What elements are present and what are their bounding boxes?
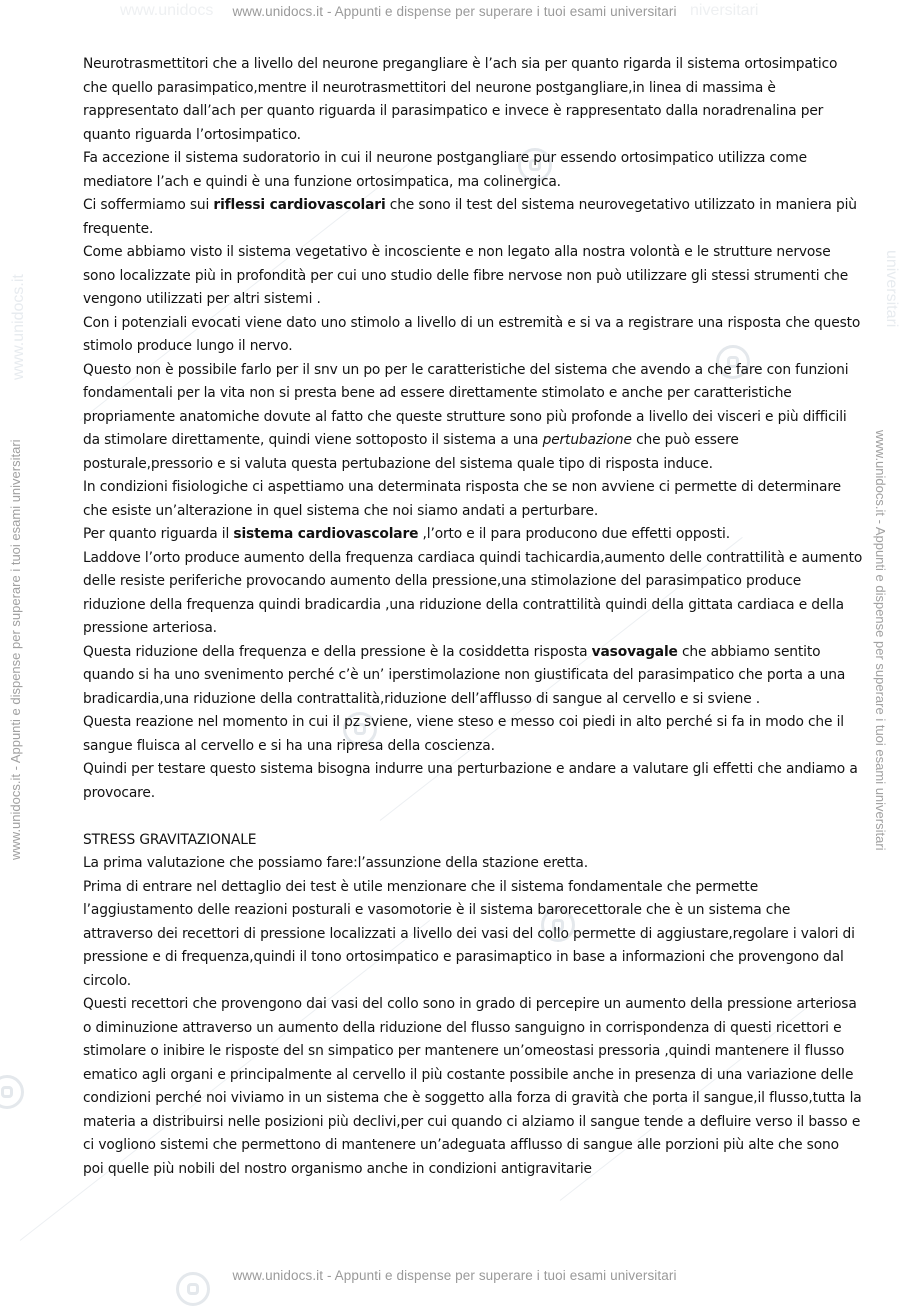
paragraph: Come abbiamo visto il sistema vegetativo è incosciente e non legato alla nostra volontà e le strutture nervose sono localizzate più in profondità per cui uno studio delle fibre nervose non può utilizzare gli stessi strumenti che vengono utilizzati per altri sistemi . bbox=[83, 244, 849, 307]
watermark-ghost-text: www.unidocs bbox=[120, 2, 214, 19]
paragraph: Questa reazione nel momento in cui il pz sviene, viene steso e messo coi piedi in alto perché si fa in modo che il sangue fluisca al cervello e si ha una ripresa della coscienza. bbox=[83, 714, 844, 754]
paragraph-text: Ci soffermiamo sui bbox=[83, 197, 214, 213]
document-body bbox=[83, 53, 863, 1181]
paragraph: In condizioni fisiologiche ci aspettiamo una determinata risposta che se non avviene ci permette di determinare che esiste un’alterazione in quel sistema che noi siamo andati a perturbare. bbox=[83, 479, 841, 519]
paragraph: La prima valutazione che possiamo fare:l’assunzione della stazione eretta. bbox=[83, 855, 588, 871]
paragraph: Prima di entrare nel dettaglio dei test è utile menzionare che il sistema fondamentale che permette l’aggiustamento delle reazioni posturali e vasomotorie è il sistema barorecettorale che è un sistema che attraverso dei recettori di pressione localizzati a livello dei vasi del collo permette di aggiustare,regolare i valori di pressione e di frequenza,quindi il tono ortosimpatico e parasimaptico in base a informazioni che provengono dal circolo. bbox=[83, 878, 855, 989]
paragraph: Questi recettori che provengono dai vasi del collo sono in grado di percepire un aumento della pressione arteriosa o diminuzione attraverso un aumento della riduzione del flusso sanguigno in corrispondenza di questi ricettori e stimolare o inibire le risposte del sn simpatico per mantenere un’omeostasi pressoria ,quindi mantenere il flusso ematico agli organi e principalmente al cervello il più costante possibile anche in presenza di una variazione delle condizioni perché noi viviamo in un sistema che è soggetto alla forza di gravità che porta il sangue,il flusso,tutta la materia a distribuirsi nelle posizioni più declivi,per cui quando ci alziamo il sangue tende a defluire verso il basso e ci vogliono sistemi che permettono di mantenere un’adeguata afflusso di sangue alle porzioni più alte che sono poi quelle più nobili del nostro organismo anche in condizioni antigravitarie bbox=[83, 996, 862, 1177]
watermark-side-left: www.unidocs.it - Appunti e dispense per superare i tuoi esami universitari bbox=[8, 439, 23, 860]
bold-term: vasovagale bbox=[591, 643, 678, 660]
paragraph: Neurotrasmettitori che a livello del neurone pregangliare è l’ach sia per quanto rigarda il sistema ortosimpatico che quello parasimpatico,mentre il neurotrasmettitori del neurone postgangliare,in linea di massima è rappresentato dall’ach per quanto riguarda il parasimpatico e invece è rappresentato dalla noradrenalina per quanto riguarda l’ortosimpatico. bbox=[83, 56, 838, 143]
paragraph bbox=[83, 359, 863, 477]
paragraph-text: Per quanto riguarda il bbox=[83, 526, 234, 542]
paragraph: Con i potenziali evocati viene dato uno stimolo a livello di un estremità e si va a registrare una risposta che questo stimolo produce lungo il nervo. bbox=[83, 314, 861, 354]
paragraph-text: che abbiamo sentito quando si ha uno svenimento perché c’è un’ iperstimolazione non giustificata del parasimpatico che porta a una bradicardia,una riduzione della contrattalità,riduzione dell’afflusso di sangue al cervello e si sviene . bbox=[83, 643, 846, 707]
paragraph-spacer bbox=[83, 805, 863, 829]
italic-term: pertubazione bbox=[542, 432, 632, 448]
paragraph-text: Questo non è possibile farlo per il snv un po per le caratteristiche del sistema che avendo a che fare con funzioni fondamentali per la vita non si presta bene ad essere direttamente stimolato e anche per caratteristiche propriamente anatomiche dovute al fatto che queste strutture sono più profonde a livello dei visceri e più difficili da stimolare direttamente, quindi viene sottoposto il sistema a una bbox=[83, 361, 849, 448]
watermark-footer: www.unidocs.it - Appunti e dispense per superare i tuoi esami universitari bbox=[232, 1268, 677, 1283]
section-heading: STRESS GRAVITAZIONALE bbox=[83, 831, 257, 848]
paragraph-text: ,l’orto e il para producono due effetti opposti. bbox=[418, 526, 730, 542]
paragraph: Fa accezione il sistema sudoratorio in cui il neurone postgangliare pur essendo ortosimpatico utilizza come mediatore l’ach e quindi è una funzione ortosimpatica, ma colinergica. bbox=[83, 150, 807, 190]
paragraph bbox=[83, 523, 863, 547]
paragraph: Laddove l’orto produce aumento della frequenza cardiaca quindi tachicardia,aumento delle contrattilità e aumento delle resiste periferiche provocando aumento della pressione,una stimolazione del parasimpatico produce riduzione della frequenza quindi bradicardia ,una riduzione della contrattilità quindi della gittata cardiaca e della pressione arteriosa. bbox=[83, 549, 863, 636]
paragraph bbox=[83, 194, 863, 241]
watermark-side-ghost-left: www.unidocs.it bbox=[10, 274, 27, 380]
bold-term: riflessi cardiovascolari bbox=[213, 197, 386, 213]
paragraph-text: che può essere posturale,pressorio e si valuta questa pertubazione del sistema quale tipo di risposta induce. bbox=[83, 432, 739, 472]
paragraph-text: Questa riduzione della frequenza e della pressione è la cosiddetta risposta bbox=[83, 643, 592, 660]
paragraph bbox=[83, 641, 863, 712]
watermark-header: www.unidocs.it - Appunti e dispense per superare i tuoi esami universitari bbox=[232, 4, 677, 19]
paragraph: Quindi per testare questo sistema bisogna indurre una perturbazione e andare a valutare gli effetti che andiamo a provocare. bbox=[83, 761, 858, 801]
paragraph-text: che sono il test del sistema neurovegetativo utilizzato in maniera più frequente. bbox=[83, 197, 857, 237]
watermark-logo-icon bbox=[0, 1075, 24, 1109]
watermark-ghost-text: niversitari bbox=[690, 2, 759, 19]
watermark-side-right: www.unidocs.it - Appunti e dispense per superare i tuoi esami universitari bbox=[873, 430, 888, 851]
bold-term: sistema cardiovascolare bbox=[233, 526, 419, 542]
watermark-side-ghost-right: universitari bbox=[883, 250, 900, 328]
